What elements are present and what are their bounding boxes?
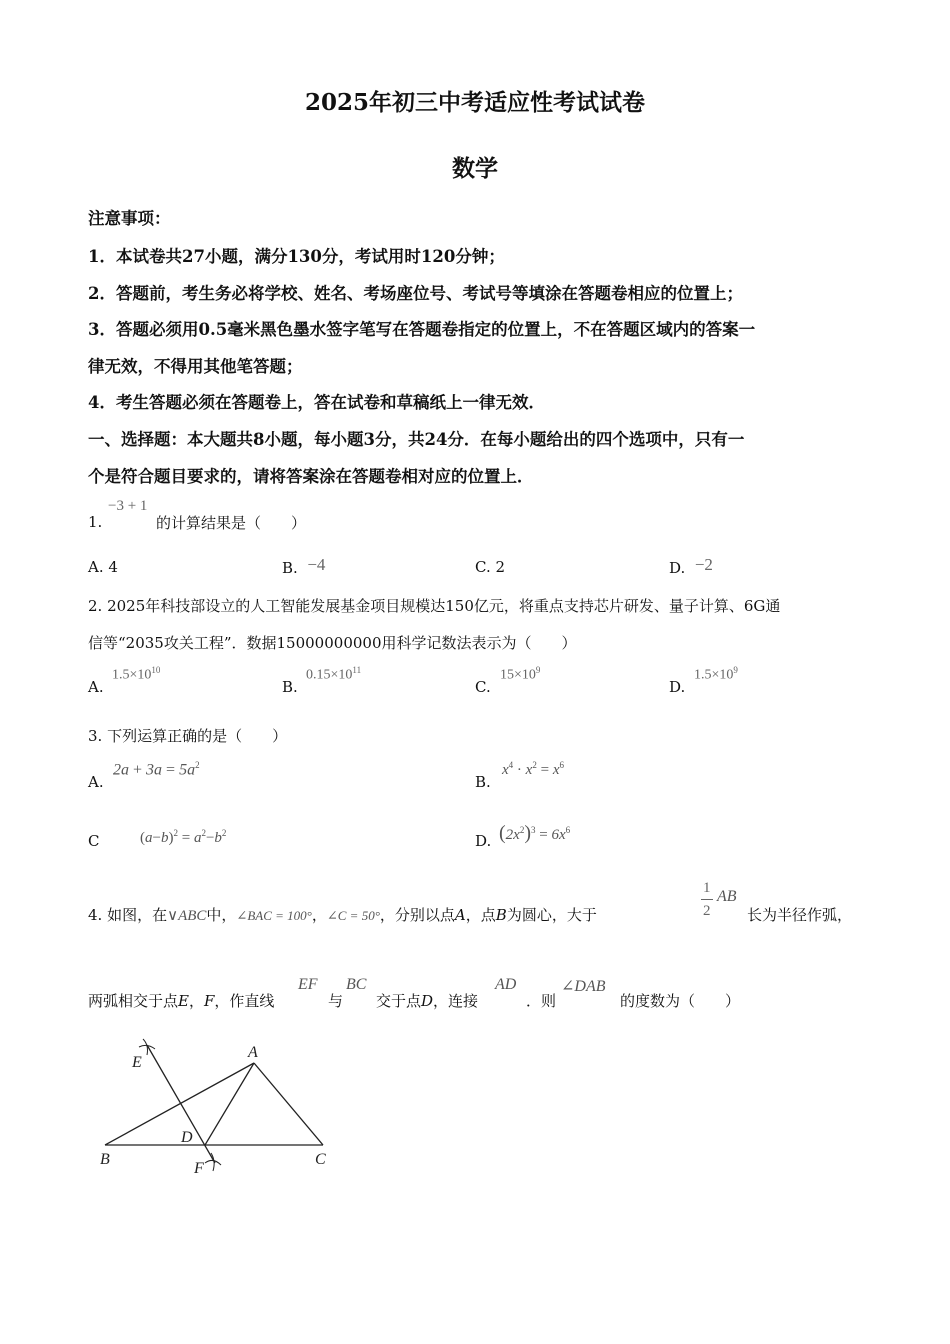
q4-bc: BC	[346, 976, 367, 993]
q1-option-a-label: A.	[88, 558, 104, 576]
q2-option-b-value	[306, 665, 361, 684]
q1-number: 1.	[88, 513, 103, 531]
q4-half-numerator: 1	[703, 880, 711, 896]
arc-f-1	[205, 1160, 221, 1165]
q3-option-d-expr: $(2x^2)^3 = 6x^6$	[499, 822, 571, 844]
q4-l2-text-7: 的度数为（ ）	[620, 992, 741, 1010]
q2-option-d-value	[694, 665, 738, 684]
q4-text-4: ，点	[465, 906, 496, 924]
subject-title: 数学	[452, 155, 498, 182]
q1-expression: −3 + 1	[108, 498, 148, 514]
q2-line1: 2. 2025年科技部设立的人工智能发展基金项目规模达150亿元，将重点支持芯片研发、量子计算、6G通	[88, 597, 781, 615]
q4-half-denominator: 2	[703, 903, 711, 919]
label-b: B	[100, 1151, 110, 1168]
q4-text-1: 4. 如图，在	[88, 906, 168, 924]
q1-option-d-label: D.	[669, 559, 686, 577]
q3-option-c-label: C	[88, 832, 100, 850]
q1-option-d-value: −2	[694, 555, 713, 574]
q4-text-2: 中，	[206, 906, 237, 924]
q2-option-a-exp: 10	[151, 665, 161, 675]
q2-option-b-mant: 0.15×10	[306, 667, 353, 683]
q4-angle-c: ∠C = 50°	[326, 908, 380, 923]
q4-ad: AD	[495, 976, 517, 993]
q4-point-e: E	[178, 992, 189, 1010]
section1-line2: 个是符合题目要求的，请将答案涂在答题卷相对应的位置上．	[88, 467, 534, 486]
label-c: C	[315, 1151, 326, 1168]
q2-line2: 信等“2035攻关工程”．数据15000000000用科学记数法表示为（ ）	[88, 634, 577, 652]
q1-option-b	[282, 555, 326, 578]
q4-ef: EF	[298, 976, 318, 993]
q1-option-b-value: −4	[307, 555, 326, 574]
q4-line2-b	[376, 990, 478, 1011]
q1-option-a-value: 4	[108, 558, 118, 576]
notice-item-3-cont: 律无效，不得用其他笔答题；	[88, 357, 303, 376]
q4-text-5: 为圆心，大于	[506, 906, 597, 924]
q3-option-c-expr: $(a-b)^2 = a^2-b^2$	[140, 828, 227, 846]
segment-ad	[205, 1063, 254, 1145]
notice-item-4: 4．考生答题必须在答题卷上，答在试卷和草稿纸上一律无效．	[88, 393, 545, 412]
q4-point-d: D	[421, 992, 434, 1010]
arc-e-2	[143, 1039, 148, 1055]
q2-option-d-mant: 1.5×10	[694, 667, 734, 683]
q3-option-a-label: A.	[88, 773, 104, 791]
q1-option-c	[475, 558, 505, 576]
q1-stem: 的计算结果是（ ）	[156, 514, 307, 532]
q2-option-d-exp: 9	[733, 665, 738, 675]
q2-option-a-mant: 1.5×10	[112, 667, 152, 683]
q4-angle-dab: ∠DAB	[561, 978, 606, 995]
q2-option-d-label: D.	[669, 678, 686, 696]
q2-option-c-label: C.	[475, 678, 491, 696]
label-e: E	[132, 1054, 142, 1071]
q4-text-3: ，分别以点	[379, 906, 455, 924]
q4-point-b: B	[495, 906, 507, 924]
q3-stem: 3. 下列运算正确的是（ ）	[88, 727, 288, 745]
q1-option-c-value: 2	[495, 558, 506, 576]
q1-option-d	[669, 555, 713, 578]
q1-option-a	[88, 558, 118, 576]
q2-option-c-exp: 9	[535, 665, 541, 675]
q4-point-a: A	[454, 906, 466, 924]
q3-option-b-expr: $x^4 \cdot x^2 = x^6$	[502, 760, 564, 778]
q3-option-d-label: D.	[475, 832, 492, 850]
exam-title: 2025年初三中考适应性考试试卷	[304, 89, 645, 116]
q4-l2-comma: ，	[188, 992, 204, 1010]
q2-option-a-label: A.	[88, 678, 104, 696]
q4-ab: AB	[717, 888, 737, 905]
q4-fraction-bar	[701, 899, 713, 900]
q4-line2-a	[88, 990, 274, 1011]
q4-text-6: 长为半径作弧，	[747, 906, 853, 924]
q2-option-b-label: B.	[282, 678, 298, 696]
q2-option-c-value	[500, 665, 540, 684]
q3-option-a-expr: $2a + 3a = 5a^2$	[113, 760, 200, 779]
notice-item-1: 1．本试卷共27小题，满分130分，考试用时120分钟；	[88, 247, 505, 266]
q4-point-f: F	[203, 992, 215, 1010]
q2-option-b-exp: 11	[352, 665, 362, 675]
label-f: F	[194, 1160, 204, 1177]
q4-angle-bac: ∠BAC = 100°	[236, 908, 312, 923]
q4-l2-text-3: 与	[328, 992, 344, 1010]
notice-heading: 注意事项：	[88, 209, 171, 228]
segment-ab	[105, 1063, 254, 1145]
notice-item-3: 3．答题必须用0.5毫米黑色墨水签字笔写在答题卷指定的位置上，不在答题区域内的答案一	[88, 320, 756, 339]
q4-l2-text-6: ．则	[526, 992, 557, 1010]
q4-l2-text-4: 交于点	[376, 992, 422, 1010]
q4-comma: ，	[311, 906, 327, 924]
q2-option-a-value	[112, 665, 160, 684]
notice-item-2: 2．答题前，考生务必将学校、姓名、考场座位号、考试号等填涂在答题卷相应的位置上；	[88, 284, 743, 303]
q4-l2-text-1: 两弧相交于点	[88, 992, 179, 1010]
q4-triangle: ∨ABC	[167, 908, 207, 924]
q4-l2-text-2: ，作直线	[214, 992, 275, 1010]
q2-option-c-mant: 15×10	[500, 667, 536, 683]
segment-ac	[254, 1063, 323, 1145]
q1-option-b-label: B.	[282, 559, 298, 577]
section1-line1: 一、选择题：本大题共8小题，每小题3分，共24分．在每小题给出的四个选项中，只有一	[88, 430, 745, 449]
label-a: A	[248, 1044, 258, 1061]
label-d: D	[181, 1129, 193, 1146]
q4-line1	[88, 904, 597, 925]
q1-option-c-label: C.	[475, 558, 491, 576]
q4-geometry-figure	[95, 1035, 345, 1180]
q3-option-b-label: B.	[475, 773, 491, 791]
q4-l2-text-5: ，连接	[433, 992, 479, 1010]
